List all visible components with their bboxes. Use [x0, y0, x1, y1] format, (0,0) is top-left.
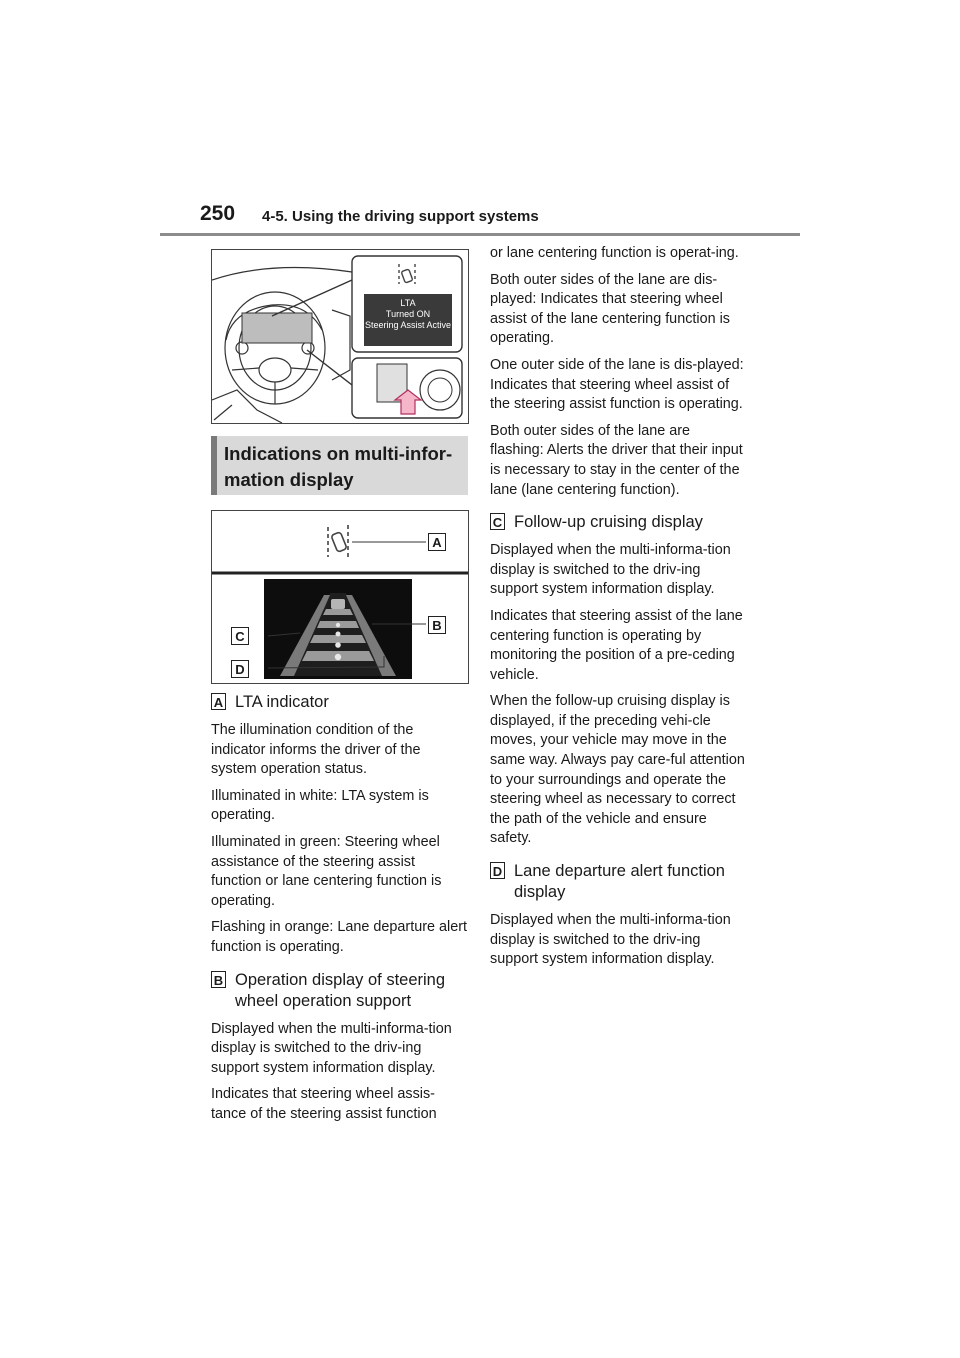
multi-information-display-illustration [211, 510, 469, 684]
dashboard-drawing [212, 250, 468, 423]
heading-line-1: Indications on multi-infor- [224, 443, 453, 464]
section-a-title-text: LTA indicator [235, 693, 329, 711]
section-c-paragraph: Indicates that steering assist of the lane centering function is operating by monitoring the position of a pre-ceding vehicle. [490, 607, 743, 683]
dashboard-illustration [211, 249, 469, 424]
section-b-continued-paragraph: One outer side of the lane is dis-played: Indicates that steering wheel assist of the steering assist function is operating. [490, 356, 744, 413]
section-a-title [211, 692, 467, 713]
section-b-continued-paragraph: or lane centering function is operat-ing. [490, 245, 739, 261]
section-c-paragraph: Displayed when the multi-informa-tion display is switched to the driv-ing support system information display. [490, 542, 731, 598]
badge-a: A [211, 693, 226, 710]
section-d-title-text: Lane departure alert function display [514, 862, 725, 902]
section-a-paragraph: The illumination condition of the indicator informs the driver of the system operation status. [211, 722, 421, 778]
section-c-title [490, 512, 746, 533]
header-rule [160, 233, 800, 236]
screen-line-steering-assist: Steering Assist Active [364, 320, 452, 330]
section-d-title [490, 861, 746, 903]
section-c-paragraph: When the follow-up cruising display is displayed, if the preceding vehi-cle moves, your vehicle may move in the same way. Always pay care-ful attention to your surroundings and operate the steering wheel as necessary to correct the path of the vehicle and ensure safety. [490, 693, 745, 847]
section-b-paragraph: Displayed when the multi-informa-tion display is switched to the driv-ing support system information display. [211, 1020, 452, 1076]
left-column [211, 692, 467, 1132]
section-b-title-text: Operation display of steering wheel operation support [235, 970, 446, 1010]
section-title: 4-5. Using the driving support systems [262, 208, 539, 225]
callout-a: A [428, 533, 446, 551]
screen-line-turned-on: Turned ON [385, 309, 431, 319]
section-heading [224, 441, 468, 493]
section-b-continued-paragraph: Both outer sides of the lane are flashing: Alerts the driver that their input is necessary to stay in the center of the lane (lane centering function). [490, 422, 743, 498]
heading-line-2: mation display [224, 469, 354, 490]
section-b-title [211, 970, 467, 1012]
section-b-continued-paragraph: Both outer sides of the lane are dis-played: Indicates that steering wheel assist of the lane centering function is operating. [490, 271, 730, 347]
badge-c: C [490, 513, 505, 530]
screen-line-lta: LTA [400, 298, 416, 308]
section-d-paragraph: Displayed when the multi-informa-tion display is switched to the driv-ing support system information display. [490, 912, 731, 968]
right-column [490, 244, 746, 977]
callout-d: D [231, 660, 249, 678]
section-a-paragraph: Illuminated in green: Steering wheel assistance of the steering assist function or lane centering function is operating. [211, 833, 442, 909]
section-b-paragraph: Indicates that steering wheel assis-tance of the steering assist function [211, 1086, 437, 1122]
callout-c: C [231, 627, 249, 645]
section-a-paragraph: Illuminated in white: LTA system is operating. [211, 787, 429, 824]
section-c-title-text: Follow-up cruising display [514, 513, 703, 532]
page-number: 250 [200, 202, 236, 225]
badge-b: B [211, 971, 226, 988]
callout-b: B [428, 616, 446, 634]
badge-d: D [490, 862, 505, 879]
section-a-paragraph: Flashing in orange: Lane departure alert function is operating. [211, 919, 468, 955]
